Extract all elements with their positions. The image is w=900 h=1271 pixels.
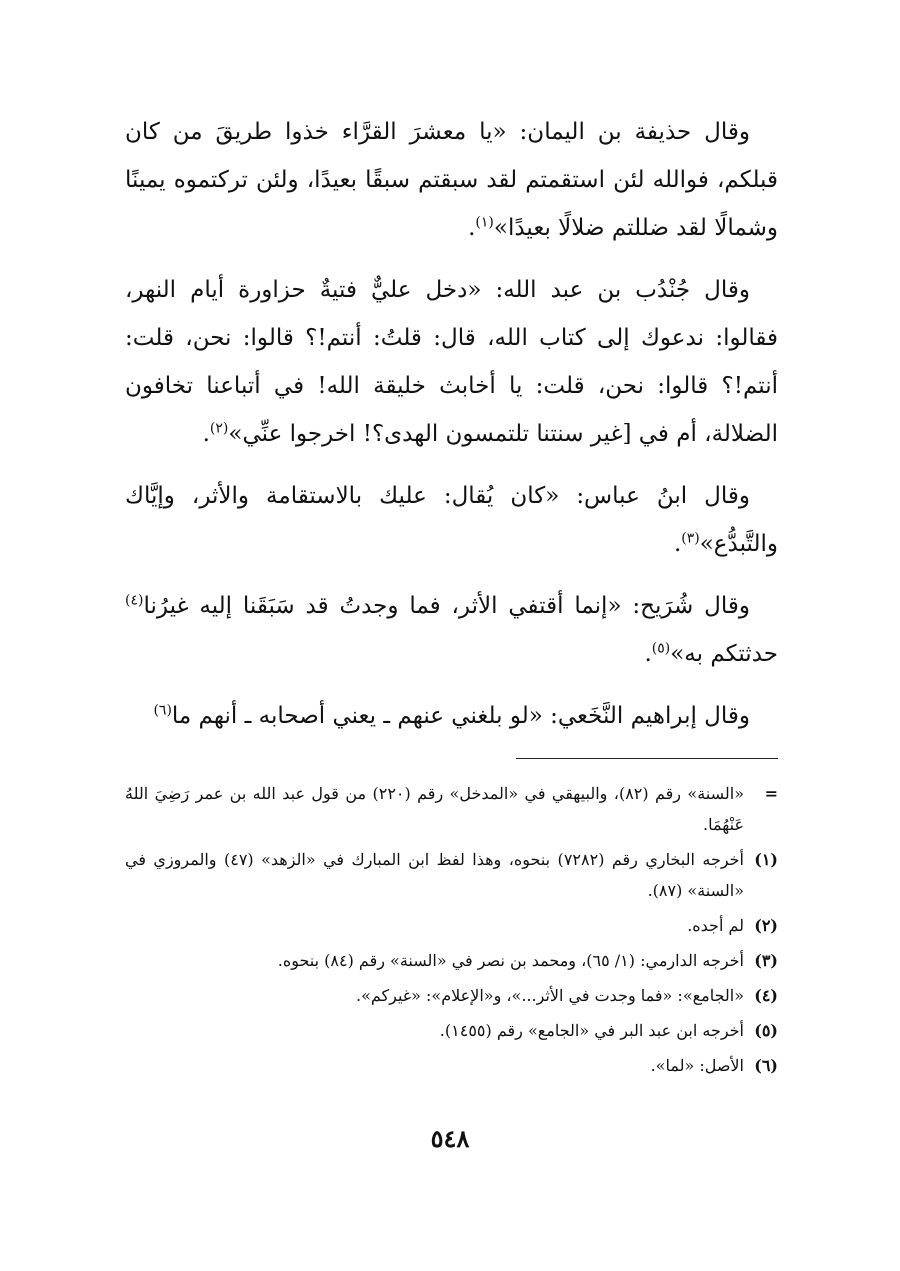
footnote-4 <box>125 980 778 1011</box>
footnote-marker[interactable]: (١) <box>475 214 494 231</box>
footnote-marker[interactable]: (٥) <box>651 640 671 657</box>
footnote-2 <box>125 910 778 941</box>
footnote-6 <box>125 1050 778 1081</box>
footnote-text: «السنة» رقم (٨٢)، والبيهقي في «المدخل» رقم (٢٢٠) من قول عبد الله بن عمر رَضِيَ اللهُ عَنْهُمَا. <box>125 784 744 834</box>
footnote-marker[interactable]: (٢) <box>209 420 229 437</box>
paragraph-tail: . <box>673 531 682 557</box>
footnote-3 <box>125 945 778 976</box>
footnotes <box>125 778 778 1085</box>
footnote-5 <box>125 1015 778 1046</box>
footnote-number: (٢) <box>754 916 778 935</box>
footnote-text: أخرجه ابن عبد البر في «الجامع» رقم (١٤٥٥). <box>439 1021 744 1040</box>
footnote-continued <box>125 778 778 840</box>
main-text <box>125 108 778 754</box>
paragraph-ibn-abbas <box>125 472 778 568</box>
footnote-text: الأصل: «لما». <box>650 1056 744 1075</box>
paragraph-text-continued: حدثتكم به» <box>670 641 778 667</box>
paragraph-nakhai <box>125 692 778 740</box>
footnote-text: لم أجده. <box>687 916 744 935</box>
paragraph-shurayh <box>125 582 778 678</box>
footnote-number: (٤) <box>754 986 778 1005</box>
footnote-text: أخرجه البخاري رقم (٧٢٨٢) بنحوه، وهذا لفظ ابن المبارك في «الزهد» (٤٧) والمروزي في «السنة» (٨٧). <box>125 850 745 900</box>
page-number: ٥٤٨ <box>430 1124 470 1153</box>
footnote-marker[interactable]: (٤) <box>125 592 144 609</box>
footnote-number: (٥) <box>754 1021 778 1040</box>
paragraph-text: وقال حذيفة بن اليمان: «يا معشرَ القرَّاء خذوا طريقَ من كان قبلكم، فوالله لئن استقمتم لقد سبقتم سبقًا بعيدًا، ولئن تركتموه يمينًا وشمالًا لقد ضللتم ضلالًا بعيدًا» <box>125 119 778 241</box>
footnote-1 <box>125 844 778 906</box>
footnote-number: (١) <box>754 850 778 869</box>
paragraph-tail: . <box>468 215 476 241</box>
paragraph-hudhayfa <box>125 108 778 252</box>
footnote-marker[interactable]: (٦) <box>153 702 172 719</box>
footnote-separator <box>516 758 778 759</box>
footnote-number: (٦) <box>754 1056 778 1075</box>
paragraph-text: وقال إبراهيم النَّخَعي: «لو بلغني عنهم ـ يعني أصحابه ـ أنهم ما <box>171 703 750 729</box>
paragraph-text: وقال ابنُ عباس: «كان يُقال: عليك بالاستقامة والأثر، وإيَّاك والتَّبدُّع» <box>125 483 778 557</box>
paragraph-tail: . <box>202 421 210 447</box>
paragraph-text: وقال شُرَيح: «إنما أقتفي الأثر، فما وجدتُ قد سَبَقَنا إليه غيرُنا <box>143 593 750 619</box>
paragraph-tail: . <box>644 641 652 667</box>
footnote-number: (٣) <box>754 951 778 970</box>
footnote-text: «الجامع»: «فما وجدت في الأثر...»، و«الإعلام»: «غيركم». <box>356 986 744 1005</box>
paragraph-jundub <box>125 266 778 458</box>
footnote-number: = <box>764 784 778 803</box>
footnote-text: أخرجه الدارمي: (١/ ٦٥)، ومحمد بن نصر في «السنة» رقم (٨٤) بنحوه. <box>277 951 744 970</box>
paragraph-text: وقال جُنْدُب بن عبد الله: «دخل عليٌّ فتيةٌ حزاورة أيام النهر، فقالوا: ندعوك إلى كتاب الله، قال: قلتُ: أنتم!؟ قالوا: نحن، قلت: أنتم!؟ قالوا: نحن، قلت: يا أخابث خليقة الله! في أتباعنا تخافون الضلالة، أم في [غير سنتنا تلتمسون الهدى؟! اخرجوا عنِّي» <box>125 277 778 447</box>
footnote-marker[interactable]: (٣) <box>681 530 700 547</box>
